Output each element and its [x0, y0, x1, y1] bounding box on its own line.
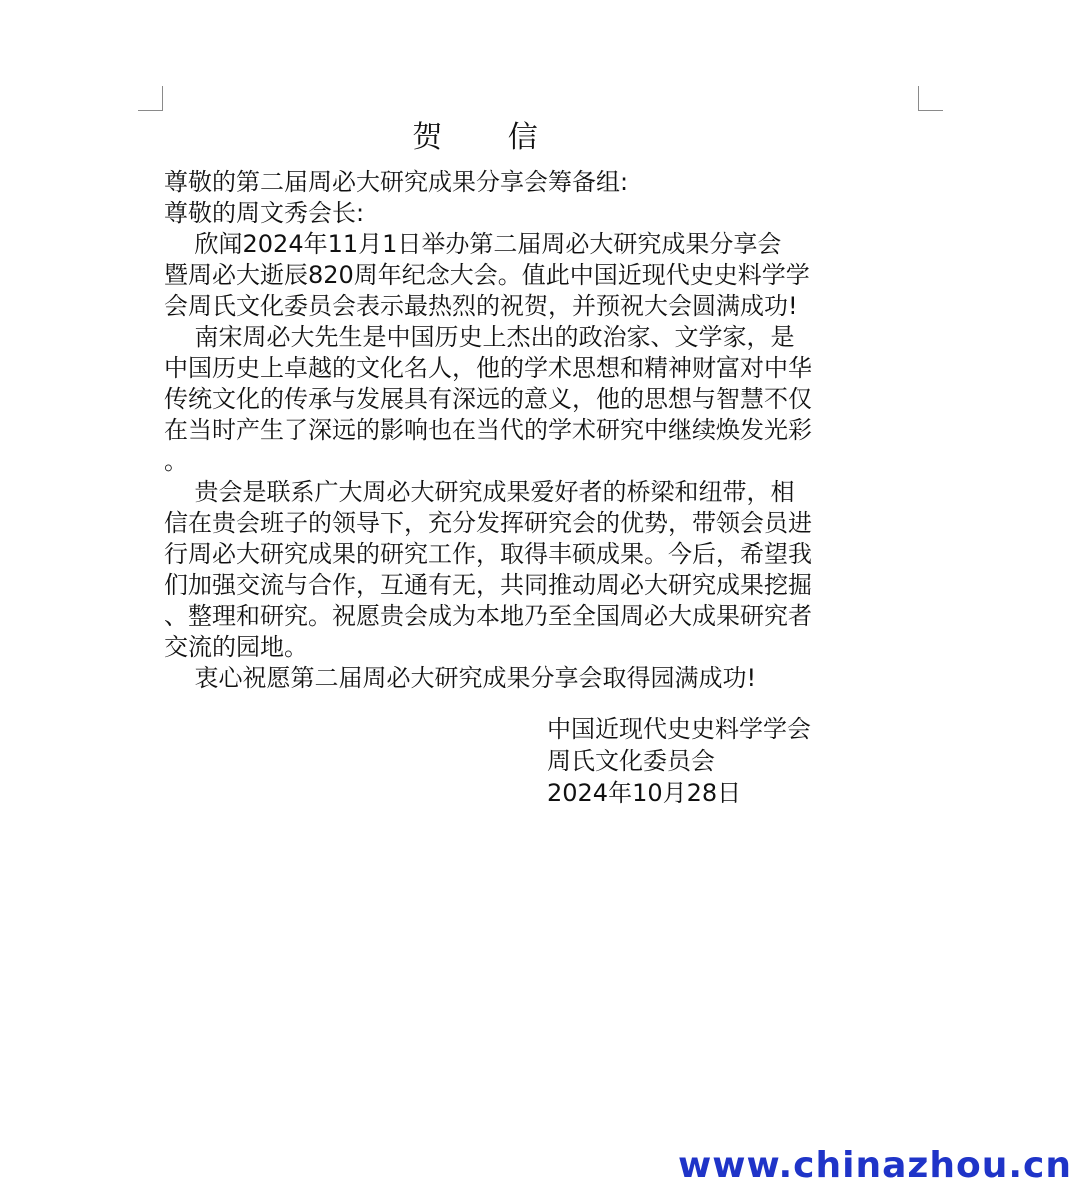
signature-organization: 中国近现代史史料学学会 [547, 715, 811, 743]
signature-committee: 周氏文化委员会 [547, 747, 715, 775]
letter-body [164, 167, 924, 694]
salutation-president: 尊敬的周文秀会长: [164, 199, 365, 227]
paragraph-3-line-5: 、整理和研究。祝愿贵会成为本地乃至全国周必大成果研究者 [164, 602, 812, 630]
paragraph-2-line-3: 传统文化的传承与发展具有深远的意义，他的思想与智慧不仅 [164, 385, 812, 413]
top-right-crop-mark [918, 86, 943, 111]
closing-wish: 衷心祝愿第二届周必大研究成果分享会取得园满成功! [164, 664, 757, 692]
paragraph-1-line-1: 欣闻2024年11月1日举办第二届周必大研究成果分享会 [164, 230, 782, 258]
paragraph-2-line-2: 中国历史上卓越的文化名人，他的学术思想和精神财富对中华 [164, 354, 812, 382]
paragraph-3-line-4: 们加强交流与合作，互通有无，共同推动周必大研究成果挖掘 [164, 571, 812, 599]
paragraph-2-line-1: 南宋周必大先生是中国历史上杰出的政治家、文学家，是 [164, 323, 795, 351]
paragraph-2-line-5: 。 [164, 447, 188, 475]
paragraph-2-line-4: 在当时产生了深远的影响也在当代的学术研究中继续焕发光彩 [164, 416, 812, 444]
paragraph-3-line-2: 信在贵会班子的领导下，充分发挥研究会的优势，带领会员进 [164, 509, 812, 537]
top-left-crop-mark [138, 86, 163, 111]
letter-title: 贺 信 [412, 120, 566, 155]
signature-block [547, 713, 907, 809]
paragraph-1-line-2: 暨周必大逝辰820周年纪念大会。值此中国近现代史史料学学 [164, 261, 810, 289]
salutation-organizing-group: 尊敬的第二届周必大研究成果分享会筹备组: [164, 168, 629, 196]
website-watermark: www.chinazhou.cn [678, 1145, 1072, 1186]
paragraph-3-line-1: 贵会是联系广大周必大研究成果爱好者的桥梁和纽带，相 [164, 478, 795, 506]
signature-date: 2024年10月28日 [547, 779, 742, 807]
paragraph-3-line-6: 交流的园地。 [164, 633, 308, 661]
paragraph-1-line-3: 会周氏文化委员会表示最热烈的祝贺，并预祝大会圆满成功! [164, 292, 798, 320]
paragraph-3-line-3: 行周必大研究成果的研究工作，取得丰硕成果。今后，希望我 [164, 540, 812, 568]
